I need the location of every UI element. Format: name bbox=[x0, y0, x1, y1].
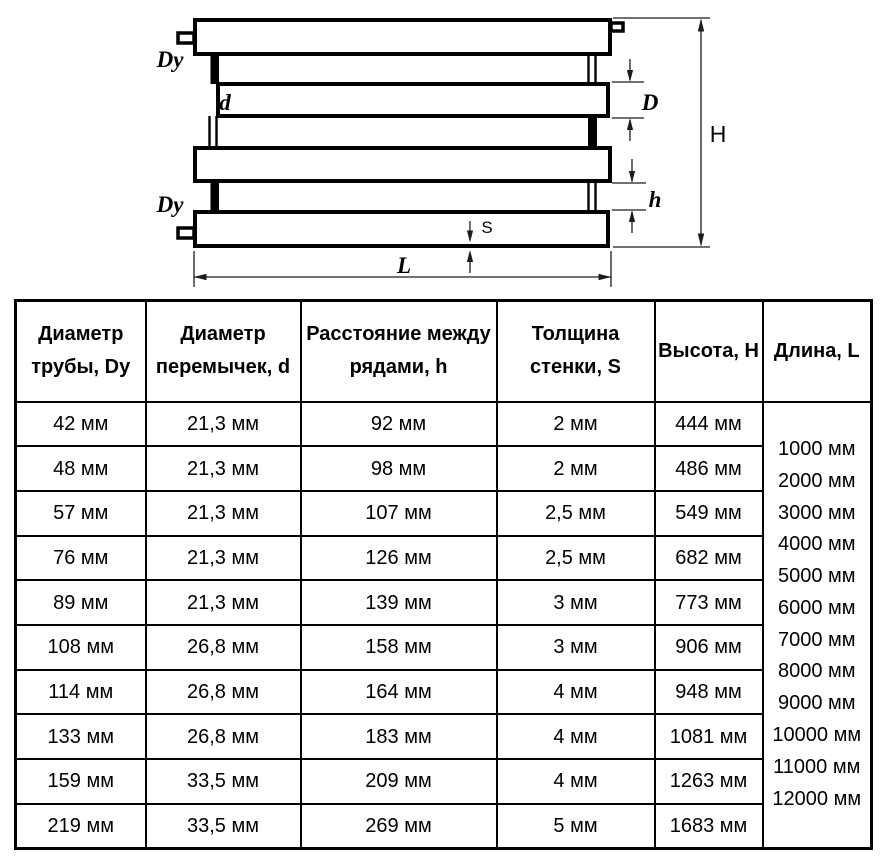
jumper-left-row2-3 bbox=[210, 116, 217, 148]
jumper-right-row2-3 bbox=[588, 116, 597, 149]
cell-row-spacing: 183 мм bbox=[301, 714, 497, 759]
cell-height: 1263 мм bbox=[655, 759, 763, 804]
cell-pipe-diameter: 48 мм bbox=[16, 446, 146, 491]
cell-jumper-diameter: 26,8 мм bbox=[146, 670, 301, 715]
length-option: 3000 мм bbox=[777, 501, 856, 524]
pipe-row-2 bbox=[218, 84, 608, 116]
table-row bbox=[16, 580, 872, 625]
cell-pipe-diameter: 89 мм bbox=[16, 580, 146, 625]
cell-wall-thickness: 4 мм bbox=[497, 670, 655, 715]
table-row bbox=[16, 625, 872, 670]
cell-pipe-diameter: 57 мм bbox=[16, 491, 146, 536]
length-option: 2000 мм bbox=[777, 469, 856, 492]
label-dy-top: Dy bbox=[156, 47, 184, 72]
label-D: D bbox=[641, 90, 659, 115]
jumper-right-row3-4 bbox=[589, 181, 596, 213]
cell-row-spacing: 107 мм bbox=[301, 491, 497, 536]
cell-jumper-diameter: 21,3 мм bbox=[146, 580, 301, 625]
cell-row-spacing: 139 мм bbox=[301, 580, 497, 625]
cell-row-spacing: 269 мм bbox=[301, 804, 497, 849]
fitting-top-left bbox=[178, 33, 194, 43]
jumper-left-row3-4 bbox=[211, 180, 220, 212]
header-row-spacing: Расстояние между рядами, h bbox=[301, 301, 497, 402]
label-L: L bbox=[396, 253, 412, 278]
header-height: Высота, H bbox=[655, 301, 763, 402]
cell-wall-thickness: 4 мм bbox=[497, 714, 655, 759]
table-row bbox=[16, 446, 872, 491]
fitting-top-right bbox=[611, 23, 623, 31]
cell-pipe-diameter: 133 мм bbox=[16, 714, 146, 759]
length-option: 6000 мм bbox=[777, 596, 856, 619]
cell-jumper-diameter: 33,5 мм bbox=[146, 759, 301, 804]
cell-pipe-diameter: 114 мм bbox=[16, 670, 146, 715]
fitting-bottom-left bbox=[178, 228, 194, 238]
length-option: 9000 мм bbox=[777, 692, 856, 715]
cell-lengths bbox=[763, 402, 872, 849]
label-d: d bbox=[219, 90, 231, 115]
cell-row-spacing: 209 мм bbox=[301, 759, 497, 804]
header-wall-thickness: Толщина стенки, S bbox=[497, 301, 655, 402]
table-row bbox=[16, 491, 872, 536]
cell-wall-thickness: 5 мм bbox=[497, 804, 655, 849]
cell-row-spacing: 98 мм bbox=[301, 446, 497, 491]
cell-row-spacing: 92 мм bbox=[301, 402, 497, 447]
header-pipe-diameter: Диаметр трубы, Dy bbox=[16, 301, 146, 402]
cell-jumper-diameter: 33,5 мм bbox=[146, 804, 301, 849]
length-option: 11000 мм bbox=[773, 755, 861, 778]
dimension-D bbox=[612, 59, 644, 141]
label-dy-bottom: Dy bbox=[156, 192, 184, 217]
pipe-row-4 bbox=[195, 212, 608, 246]
cell-wall-thickness: 2,5 мм bbox=[497, 491, 655, 536]
cell-jumper-diameter: 21,3 мм bbox=[146, 446, 301, 491]
table-row bbox=[16, 714, 872, 759]
cell-pipe-diameter: 42 мм bbox=[16, 402, 146, 447]
cell-height: 1081 мм bbox=[655, 714, 763, 759]
pipe-row-3 bbox=[195, 148, 610, 181]
cell-pipe-diameter: 108 мм bbox=[16, 625, 146, 670]
cell-height: 549 мм bbox=[655, 491, 763, 536]
cell-jumper-diameter: 21,3 мм bbox=[146, 491, 301, 536]
cell-jumper-diameter: 21,3 мм bbox=[146, 536, 301, 581]
cell-height: 444 мм bbox=[655, 402, 763, 447]
cell-pipe-diameter: 159 мм bbox=[16, 759, 146, 804]
dimension-h bbox=[612, 159, 646, 233]
cell-row-spacing: 164 мм bbox=[301, 670, 497, 715]
length-option: 10000 мм bbox=[772, 724, 862, 747]
cell-height: 486 мм bbox=[655, 446, 763, 491]
cell-height: 906 мм bbox=[655, 625, 763, 670]
cell-height: 773 мм bbox=[655, 580, 763, 625]
cell-wall-thickness: 4 мм bbox=[497, 759, 655, 804]
register-diagram bbox=[0, 0, 882, 296]
length-option: 1000 мм bbox=[777, 437, 856, 460]
length-option: 4000 мм bbox=[777, 533, 856, 556]
cell-wall-thickness: 2,5 мм bbox=[497, 536, 655, 581]
cell-jumper-diameter: 21,3 мм bbox=[146, 402, 301, 447]
cell-jumper-diameter: 26,8 мм bbox=[146, 625, 301, 670]
dimensions-table bbox=[14, 299, 873, 850]
label-h: h bbox=[648, 187, 662, 212]
dimension-H bbox=[613, 18, 710, 247]
cell-wall-thickness: 3 мм bbox=[497, 580, 655, 625]
cell-pipe-diameter: 219 мм bbox=[16, 804, 146, 849]
table-row bbox=[16, 402, 872, 447]
table-row bbox=[16, 804, 872, 849]
cell-wall-thickness: 2 мм bbox=[497, 402, 655, 447]
length-option: 12000 мм bbox=[772, 787, 862, 810]
cell-row-spacing: 158 мм bbox=[301, 625, 497, 670]
cell-height: 948 мм bbox=[655, 670, 763, 715]
cell-wall-thickness: 3 мм bbox=[497, 625, 655, 670]
length-option: 7000 мм bbox=[777, 628, 856, 651]
jumper-left-row1-2 bbox=[211, 52, 220, 84]
cell-height: 682 мм bbox=[655, 536, 763, 581]
header-length: Длина, L bbox=[763, 301, 872, 402]
length-option: 8000 мм bbox=[777, 660, 856, 683]
cell-row-spacing: 126 мм bbox=[301, 536, 497, 581]
cell-height: 1683 мм bbox=[655, 804, 763, 849]
length-option: 5000 мм bbox=[777, 565, 856, 588]
table-row bbox=[16, 670, 872, 715]
table-row bbox=[16, 536, 872, 581]
label-H: H bbox=[709, 121, 727, 147]
header-row bbox=[16, 301, 872, 402]
pipe-row-1 bbox=[195, 20, 610, 54]
table-row bbox=[16, 759, 872, 804]
label-S: S bbox=[481, 218, 493, 237]
cell-jumper-diameter: 26,8 мм bbox=[146, 714, 301, 759]
jumper-right-row1-2 bbox=[589, 53, 596, 85]
header-jumper-diameter: Диаметр перемычек, d bbox=[146, 301, 301, 402]
cell-pipe-diameter: 76 мм bbox=[16, 536, 146, 581]
cell-wall-thickness: 2 мм bbox=[497, 446, 655, 491]
